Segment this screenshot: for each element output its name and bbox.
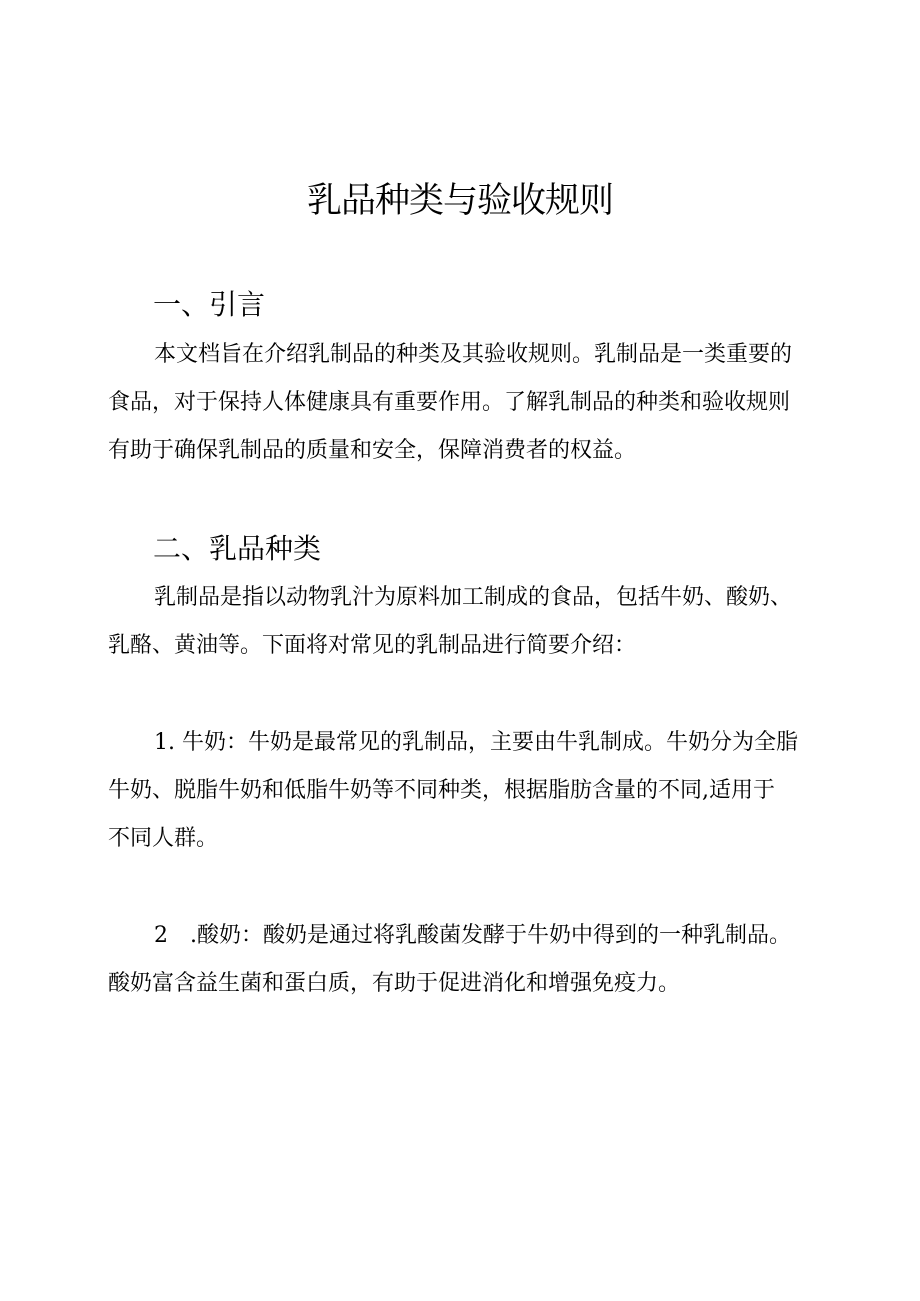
paragraph-dairy-overview	[108, 574, 838, 670]
paragraph-line: 2 .酸奶：酸奶是通过将乳酸菌发酵于牛奶中得到的一种乳制品。	[154, 923, 791, 948]
paragraph-introduction	[108, 331, 838, 475]
paragraph-line: 酸奶富含益生菌和蛋白质，有助于促进消化和增强免疫力。	[108, 971, 681, 996]
paragraph-line: 食品，对于保持人体健康具有重要作用。了解乳制品的种类和验收规则	[108, 390, 791, 415]
section-heading-introduction: 一、引言	[153, 288, 266, 321]
paragraph-milk	[108, 719, 838, 863]
section-heading-dairy-types: 二、乳品种类	[153, 532, 322, 565]
paragraph-line: 有助于确保乳制品的质量和安全，保障消费者的权益。	[108, 438, 637, 463]
paragraph-line: 乳酪、黄油等。下面将对常见的乳制品进行简要介绍：	[108, 633, 637, 658]
paragraph-line: 1. 牛奶：牛奶是最常见的乳制品，主要由牛乳制成。牛奶分为全脂	[154, 730, 798, 755]
document-title: 乳品种类与验收规则	[306, 181, 613, 221]
paragraph-line: 乳制品是指以动物乳汁为原料加工制成的食品，包括牛奶、酸奶、	[154, 585, 793, 610]
paragraph-line: 不同人群。	[108, 826, 219, 851]
paragraph-yogurt	[108, 912, 838, 1008]
paragraph-line: 牛奶、脱脂牛奶和低脂牛奶等不同种类，根据脂肪含量的不同,适用于	[108, 778, 775, 803]
paragraph-line: 本文档旨在介绍乳制品的种类及其验收规则。乳制品是一类重要的	[154, 342, 793, 367]
